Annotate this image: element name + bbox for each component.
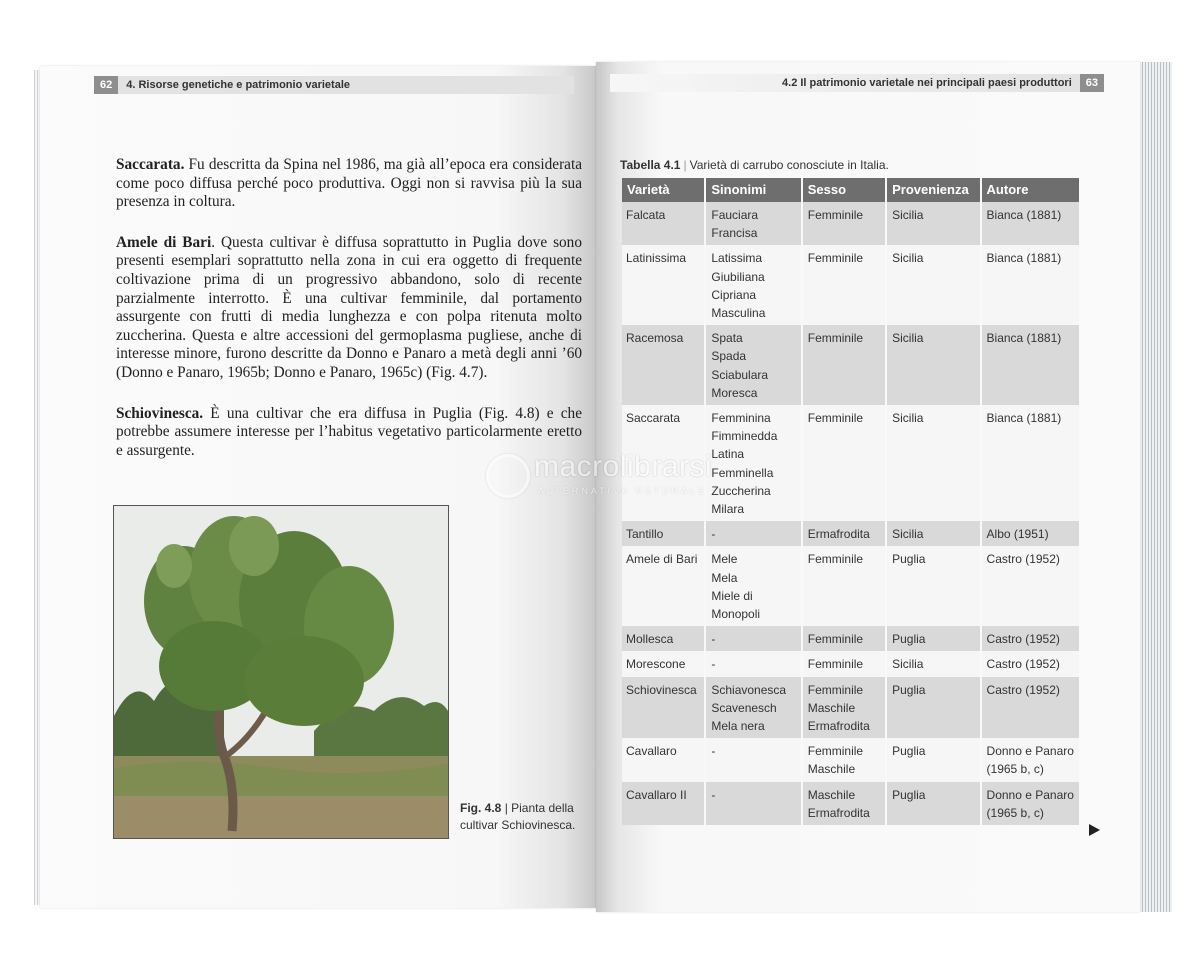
column-header: Sesso	[803, 178, 885, 202]
table-cell-autore: Donno e Panaro (1965 b, c)	[982, 782, 1079, 825]
paragraph	[116, 234, 582, 383]
column-header: Autore	[982, 178, 1079, 202]
table-cell-autore: Bianca (1881)	[982, 405, 1079, 521]
paragraph-term: Schiovinesca.	[116, 404, 204, 422]
table-row	[622, 521, 1079, 546]
running-header-right	[610, 74, 1104, 92]
table-cell-varieta: Tantillo	[622, 521, 704, 546]
table-cell-provenienza: Sicilia	[887, 521, 979, 546]
table-caption	[620, 158, 889, 172]
figure-caption	[460, 800, 578, 834]
table-cell-provenienza: Puglia	[887, 626, 979, 651]
varieties-table	[620, 178, 1081, 825]
caption-separator: |	[683, 158, 687, 172]
table-cell-autore: Bianca (1881)	[982, 202, 1079, 245]
paragraph-term: Saccarata.	[116, 156, 185, 173]
watermark-tagline: ALTERNATIVA NATURALE	[538, 486, 707, 496]
table-label: Tabella 4.1	[620, 158, 681, 172]
section-title: 4.2 Il patrimonio varietale nei principali paesi produttori	[610, 74, 1080, 92]
column-header: Provenienza	[887, 178, 979, 202]
caption-separator: |	[504, 801, 512, 815]
page-edges-right	[1136, 62, 1172, 912]
table-body	[622, 202, 1079, 825]
table-cell-sesso: Femminile	[803, 626, 885, 651]
table-cell-sesso: Femminile	[803, 651, 885, 676]
paragraph-term: Amele di Bari	[116, 233, 212, 251]
table-cell-sesso: Femminile Maschile Ermafrodita	[803, 677, 885, 739]
table-cell-sesso: Femminile	[803, 245, 885, 325]
table-cell-sesso: Femminile Maschile	[803, 738, 885, 781]
table-caption-text: Varietà di carrubo conosciute in Italia.	[689, 158, 889, 172]
table-row	[622, 245, 1079, 325]
tree-photo	[113, 505, 449, 839]
table-cell-varieta: Saccarata	[622, 405, 704, 521]
table-cell-provenienza: Sicilia	[887, 651, 979, 676]
watermark-brand: macrolibrarsi	[534, 450, 713, 483]
table-cell-autore: Bianca (1881)	[982, 325, 1079, 405]
table-cell-sinonimi: -	[706, 521, 800, 546]
table-row	[622, 677, 1079, 739]
table-row	[622, 546, 1079, 626]
continue-arrow-icon	[1089, 824, 1100, 836]
table-cell-autore: Castro (1952)	[982, 626, 1079, 651]
table-cell-autore: Castro (1952)	[982, 546, 1079, 626]
table-cell-varieta: Amele di Bari	[622, 546, 704, 626]
table-cell-sinonimi: -	[706, 651, 800, 676]
table-cell-varieta: Mollesca	[622, 626, 704, 651]
chapter-title: 4. Risorse genetiche e patrimonio varietale	[118, 76, 574, 94]
table-cell-sesso: Ermafrodita	[803, 521, 885, 546]
table-cell-varieta: Cavallaro	[622, 738, 704, 781]
figure-label: Fig. 4.8	[460, 801, 502, 815]
column-header: Sinonimi	[706, 178, 800, 202]
table-cell-provenienza: Puglia	[887, 738, 979, 781]
table-cell-sesso: Femminile	[803, 546, 885, 626]
table-cell-sinonimi: Spata Spada Sciabulara Moresca	[706, 325, 800, 405]
table-cell-sinonimi: Latissima Giubiliana Cipriana Masculina	[706, 245, 800, 325]
paragraph-text: . Questa cultivar è diffusa soprattutto in Puglia dove sono presenti esemplari soprattutto nella zona in cui era oggetto di frequente coltivazione prima di un progressivo abbandono, solo di recente parzialmente interrotto. È una cultivar femminile, dal portamento assurgente con frutti di media lunghezza e con polpa ritenuta molto zuccherina. Questa e altre accessioni del germoplasma pugliese, anche di interesse minore, furono descritte da Donno e Panaro a metà degli anni ’60 (Donno e Panaro, 1965b; Donno e Panaro, 1965c) (Fig. 4.7).	[116, 233, 582, 381]
paragraph-text: È una cultivar che era diffusa in Puglia (Fig. 4.8) e che potrebbe assumere interesse per l’habitus vegetativo particolarmente eretto e assurgente.	[116, 404, 582, 459]
table-header-row	[622, 178, 1079, 202]
table-cell-sesso: Femminile	[803, 405, 885, 521]
table-cell-varieta: Latinissima	[622, 245, 704, 325]
table-cell-autore: Castro (1952)	[982, 677, 1079, 739]
carob-tree-illustration	[114, 506, 448, 838]
table-cell-provenienza: Sicilia	[887, 405, 979, 521]
table-cell-sinonimi: Mele Mela Miele di Monopoli	[706, 546, 800, 626]
table-cell-provenienza: Puglia	[887, 677, 979, 739]
table-row	[622, 738, 1079, 781]
paragraph	[116, 405, 582, 461]
page-number: 63	[1080, 74, 1104, 92]
table-cell-varieta: Falcata	[622, 202, 704, 245]
left-body-text	[116, 156, 582, 482]
table-cell-sinonimi: -	[706, 782, 800, 825]
table-cell-autore: Albo (1951)	[982, 521, 1079, 546]
table-cell-provenienza: Sicilia	[887, 245, 979, 325]
table-cell-provenienza: Sicilia	[887, 325, 979, 405]
table-cell-sinonimi: Schiavonesca Scavenesch Mela nera	[706, 677, 800, 739]
table-row	[622, 651, 1079, 676]
table-row	[622, 325, 1079, 405]
table-cell-sinonimi: -	[706, 738, 800, 781]
table-cell-varieta: Morescone	[622, 651, 704, 676]
figure-caption-text: Pianta della cultivar Schiovinesca.	[460, 801, 576, 832]
paragraph-text: Fu descritta da Spina nel 1986, ma già all’epoca era considerata come poco diffusa perché poco produttiva. Oggi non si ravvisa più la sua presenza in coltura.	[116, 156, 582, 211]
table-cell-sesso: Maschile Ermafrodita	[803, 782, 885, 825]
table-cell-autore: Castro (1952)	[982, 651, 1079, 676]
table-cell-provenienza: Sicilia	[887, 202, 979, 245]
table-cell-sesso: Femminile	[803, 202, 885, 245]
page-number: 62	[94, 76, 118, 94]
table-cell-sinonimi: Femminina Fimminedda Latina Femminella Zuccherina Milara	[706, 405, 800, 521]
table-cell-sesso: Femminile	[803, 325, 885, 405]
table-cell-sinonimi: Fauciara Francisa	[706, 202, 800, 245]
table-row	[622, 626, 1079, 651]
table-row	[622, 202, 1079, 245]
paragraph	[116, 156, 582, 212]
table-cell-varieta: Cavallaro II	[622, 782, 704, 825]
table-row	[622, 405, 1079, 521]
table-cell-sinonimi: -	[706, 626, 800, 651]
table-cell-provenienza: Puglia	[887, 546, 979, 626]
table-cell-varieta: Schiovinesca	[622, 677, 704, 739]
table-cell-autore: Donno e Panaro (1965 b, c)	[982, 738, 1079, 781]
column-header: Varietà	[622, 178, 704, 202]
table-cell-autore: Bianca (1881)	[982, 245, 1079, 325]
table-row	[622, 782, 1079, 825]
running-header-left	[94, 76, 574, 94]
table-cell-provenienza: Puglia	[887, 782, 979, 825]
table-cell-varieta: Racemosa	[622, 325, 704, 405]
